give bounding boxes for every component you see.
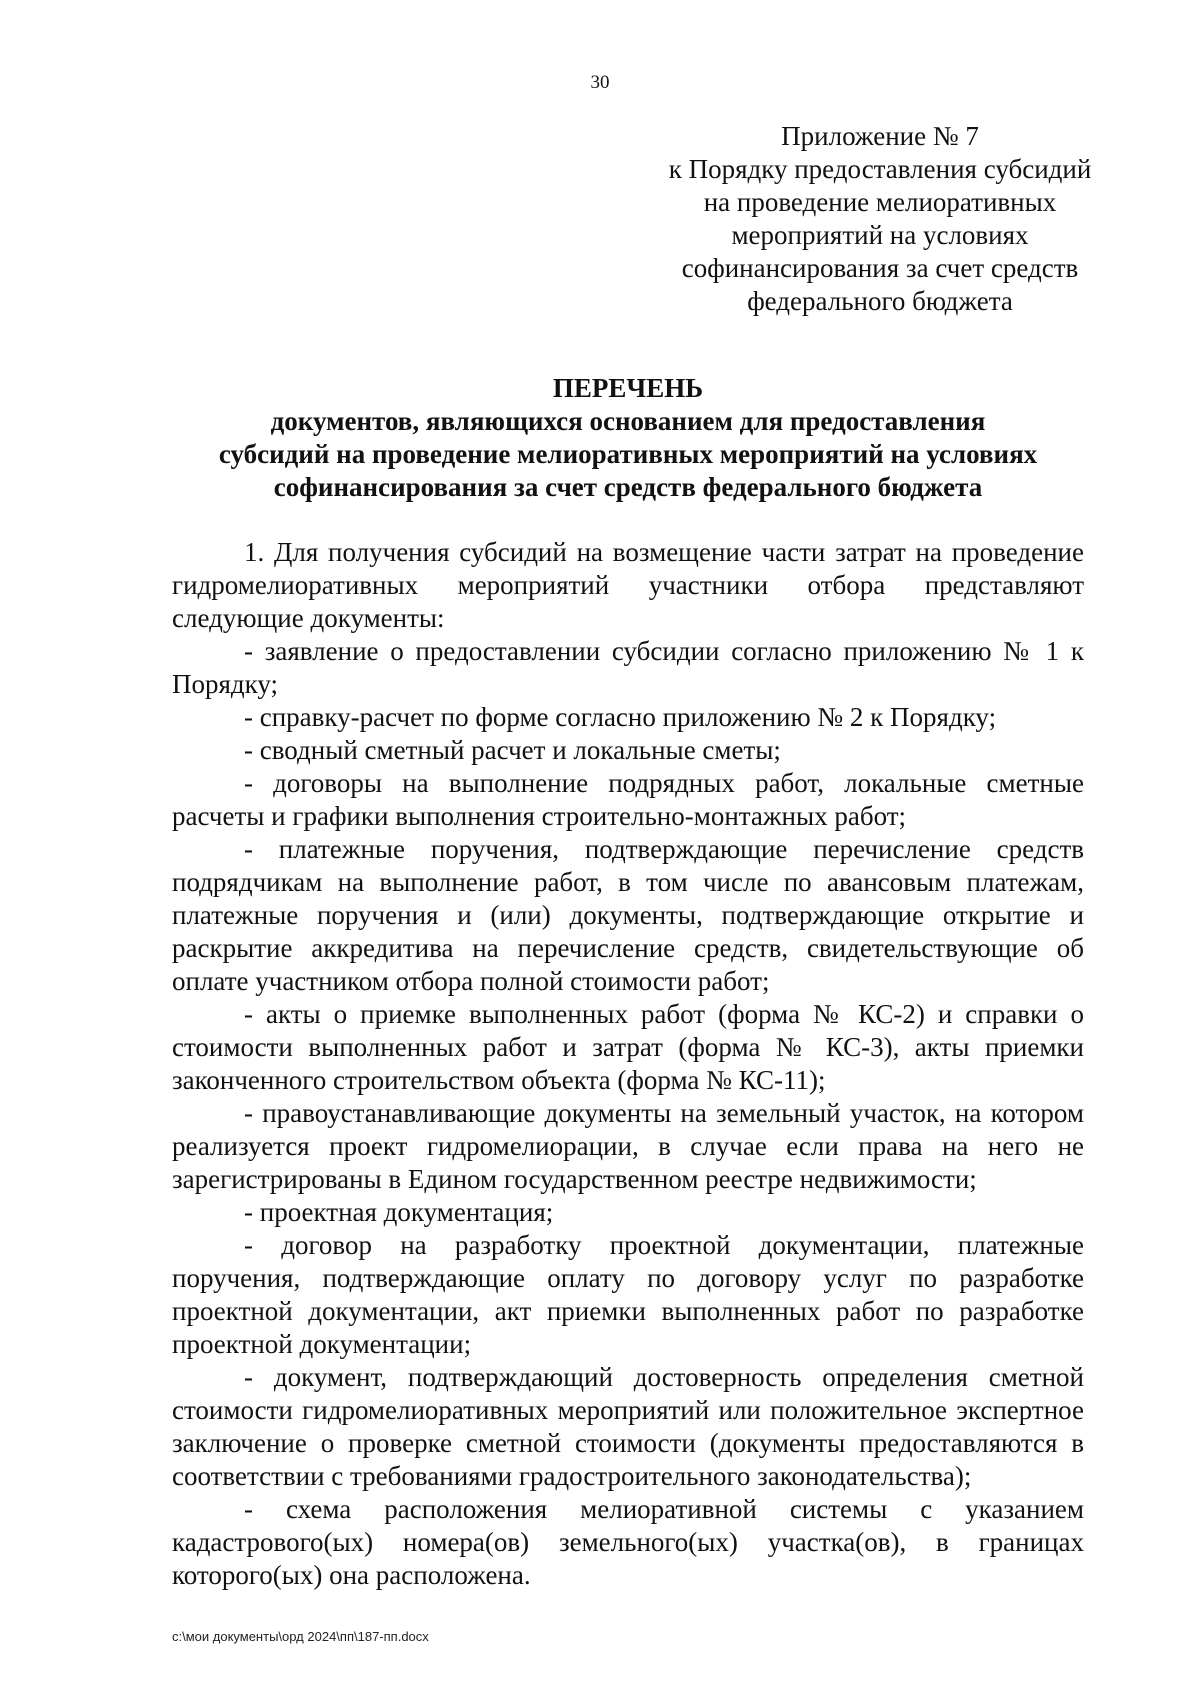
appendix-line: софинансирования за счет средств bbox=[681, 253, 1079, 283]
page-number: 30 bbox=[590, 72, 610, 93]
document-title bbox=[172, 372, 1084, 504]
document-body bbox=[172, 536, 1084, 1592]
file-path-footer: c:\мои документы\орд 2024\пп\187-пп.docx bbox=[172, 1629, 429, 1644]
list-item: - сводный сметный расчет и локальные сметы; bbox=[244, 735, 781, 765]
list-item: - правоустанавливающие документы на земельный участок, на котором реализуется проект гидромелиорации, в случае если права на него не зарегистрированы в Едином государственном реестре недвижимости; bbox=[172, 1098, 1084, 1194]
title-line: софинансирования за счет средств федерального бюджета bbox=[273, 472, 983, 502]
appendix-line: мероприятий на условиях bbox=[731, 220, 1029, 250]
title-line: документов, являющихся основанием для предоставления bbox=[270, 406, 986, 436]
list-item: - заявление о предоставлении субсидии согласно приложению № 1 к Порядку; bbox=[172, 636, 1084, 699]
title-line: субсидий на проведение мелиоративных мероприятий на условиях bbox=[218, 439, 1038, 469]
list-item: - договоры на выполнение подрядных работ, локальные сметные расчеты и графики выполнения строительно-монтажных работ; bbox=[172, 768, 1084, 831]
list-item: - документ, подтверждающий достоверность определения сметной стоимости гидромелиоративных мероприятий или положительное экспертное заключение о проверке сметной стоимости (документы предоставляются в соответствии с требованиями градостроительного законодательства); bbox=[172, 1362, 1084, 1491]
list-item: - проектная документация; bbox=[244, 1197, 554, 1227]
appendix-line: Приложение № 7 bbox=[781, 121, 979, 151]
appendix-line: федерального бюджета bbox=[747, 286, 1013, 316]
list-item: - платежные поручения, подтверждающие перечисление средств подрядчикам на выполнение работ, в том числе по авансовым платежам, платежные поручения и (или) документы, подтверждающие открытие и раскрытие аккредитива на перечисление средств, свидетельствующие об оплате участником отбора полной стоимости работ; bbox=[172, 834, 1084, 996]
list-item: - договор на разработку проектной документации, платежные поручения, подтверждающие оплату по договору услуг по разработке проектной документации, акт приемки выполненных работ по разработке проектной документации; bbox=[172, 1230, 1084, 1359]
list-item: - схема расположения мелиоративной системы с указанием кадастрового(ых) номера(ов) земельного(ых) участка(ов), в границах которого(ых) она расположена. bbox=[172, 1494, 1084, 1590]
list-item: - акты о приемке выполненных работ (форма № КС-2) и справки о стоимости выполненных работ и затрат (форма № КС-3), акты приемки законченного строительством объекта (форма № КС-11); bbox=[172, 999, 1084, 1095]
appendix-line: к Порядку предоставления субсидий bbox=[668, 154, 1092, 184]
appendix-header bbox=[640, 120, 1120, 318]
appendix-line: на проведение мелиоративных bbox=[703, 187, 1057, 217]
paragraph-intro: 1. Для получения субсидий на возмещение части затрат на проведение гидромелиоративных мероприятий участники отбора представляют следующие документы: bbox=[172, 537, 1084, 633]
list-item: - справку-расчет по форме согласно приложению № 2 к Порядку; bbox=[244, 702, 997, 732]
title-heading: ПЕРЕЧЕНЬ bbox=[552, 373, 704, 403]
